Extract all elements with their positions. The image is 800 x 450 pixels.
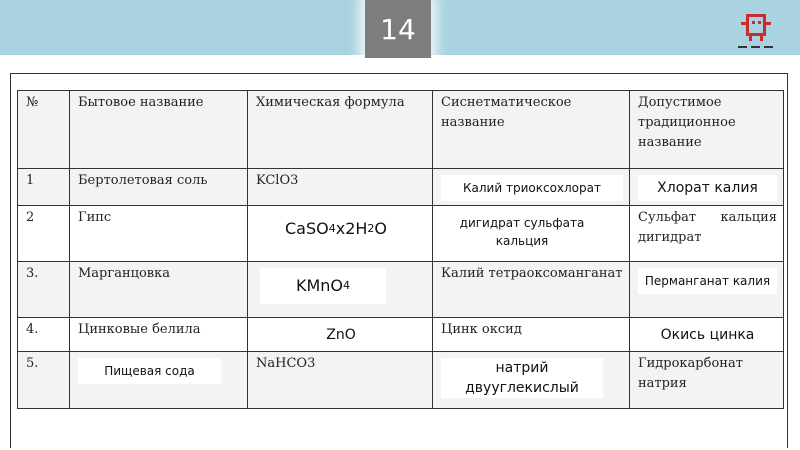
traditional-name [630,262,784,318]
header-traditional-name: Допустимое традиционное название [630,91,784,169]
formula-box: ZnO [256,322,426,348]
common-name: Гипс [70,206,248,262]
table-row [18,318,784,352]
row-num: 5. [18,352,70,409]
slide-number: 14 [365,0,431,58]
systematic-name-box: Калий триоксохлорат [441,175,623,201]
systematic-name-box: натрий двууглекислый [441,358,603,398]
traditional-name: Сульфат кальция дигидрат [630,206,784,262]
systematic-name [433,206,630,262]
formula-box: KMnO 4 [260,268,386,304]
traditional-name-box: Хлорат калия [638,175,777,201]
traditional-name: Гидрокарбонат натрия [630,352,784,409]
table-header-row [18,91,784,169]
table-row [18,262,784,318]
row-num: 2 [18,206,70,262]
systematic-name: Цинк оксид [433,318,630,352]
table-row [18,206,784,262]
common-name: Цинковые белила [70,318,248,352]
systematic-name [433,169,630,206]
table-row [18,352,784,409]
common-name: Марганцовка [70,262,248,318]
common-name: Бертолетовая соль [70,169,248,206]
table-row [18,169,784,206]
header-num: № [18,91,70,169]
traditional-name [630,169,784,206]
common-name-box: Пищевая сода [78,358,221,384]
header-formula: Химическая формула [248,91,433,169]
formula-part: CaSO [284,219,329,238]
logo-icon [736,8,776,50]
traditional-name-box: Перманганат калия [638,268,777,294]
systematic-name-box: дигидрат сульфата кальция [441,212,603,252]
systematic-name: Калий тетраоксоманганат [433,262,630,318]
row-num: 1 [18,169,70,206]
formula: KClO3 [248,169,433,206]
common-name [70,352,248,409]
row-num: 4. [18,318,70,352]
traditional-name-box: Окись цинка [638,322,777,348]
traditional-name [630,318,784,352]
formula-part: O [374,219,387,238]
systematic-name [433,352,630,409]
header-common-name: Бытовое название [70,91,248,169]
formula-part: KMnO [295,276,344,295]
formula [248,206,433,262]
formula [248,262,433,318]
formula [248,318,433,352]
formula-box: CaSO 4 x2H 2 O [260,212,412,246]
compound-table [17,90,784,409]
formula: NaHCO3 [248,352,433,409]
header-systematic-name: Сиснетматическое название [433,91,630,169]
formula-part: x2H [335,219,368,238]
row-num: 3. [18,262,70,318]
